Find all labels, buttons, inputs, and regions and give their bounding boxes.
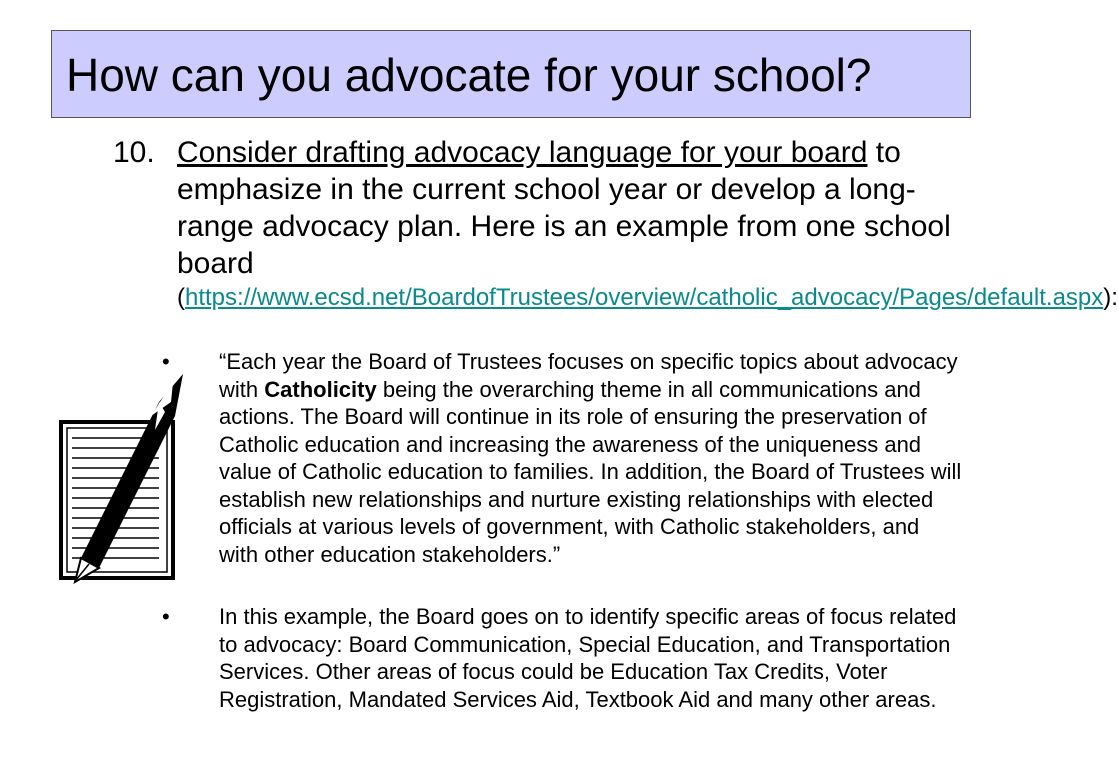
url-line — [177, 284, 1118, 312]
url-open-paren: ( — [177, 284, 185, 311]
point-number: 10. — [113, 136, 155, 169]
pen-and-paper-icon — [55, 372, 190, 584]
bullet-symbol-1: • — [162, 349, 170, 374]
bullet-symbol-2: • — [162, 604, 170, 629]
bullet-example: In this example, the Board goes on to identify specific areas of focus related to advocacy: Board Communication, Special Education, and Transportation Services. Other areas of focus could be Education Tax Credits, Voter Registration, Mandated Services Aid, Textbook Aid and many other areas. — [219, 604, 957, 712]
slide-title: How can you advocate for your school? — [66, 49, 872, 101]
point-body — [177, 134, 1118, 312]
bullet-quote — [219, 348, 964, 568]
bullet-quote-start: “Each year the Board of Trustees focuses on specific topics about advocacy with — [219, 349, 958, 402]
point-underlined-lead: Consider drafting advocacy language for your board — [177, 136, 868, 169]
title-box — [51, 30, 971, 118]
bullet-quote-bold: Catholicity — [264, 376, 377, 402]
advocacy-link[interactable]: https://www.ecsd.net/BoardofTrustees/overview/catholic_advocacy/Pages/default.aspx — [185, 284, 1104, 311]
bullet-quote-end: being the overarching theme in all communications and actions. The Board will continue in its role of ensuring the preservation of Catholic education and increasing the awareness of the uniqueness and value of Catholic education to families. In addition, the Board of Trustees will establish new relationships and nurture existing relationships with elected officials at various levels of government, with Catholic stakeholders, and with other education stakeholders.” — [219, 376, 962, 567]
url-close-paren: ): — [1103, 284, 1118, 311]
point-text: to emphasize in the current school year or develop a long-range advocacy plan. Here is an example from one school board — [177, 136, 951, 280]
